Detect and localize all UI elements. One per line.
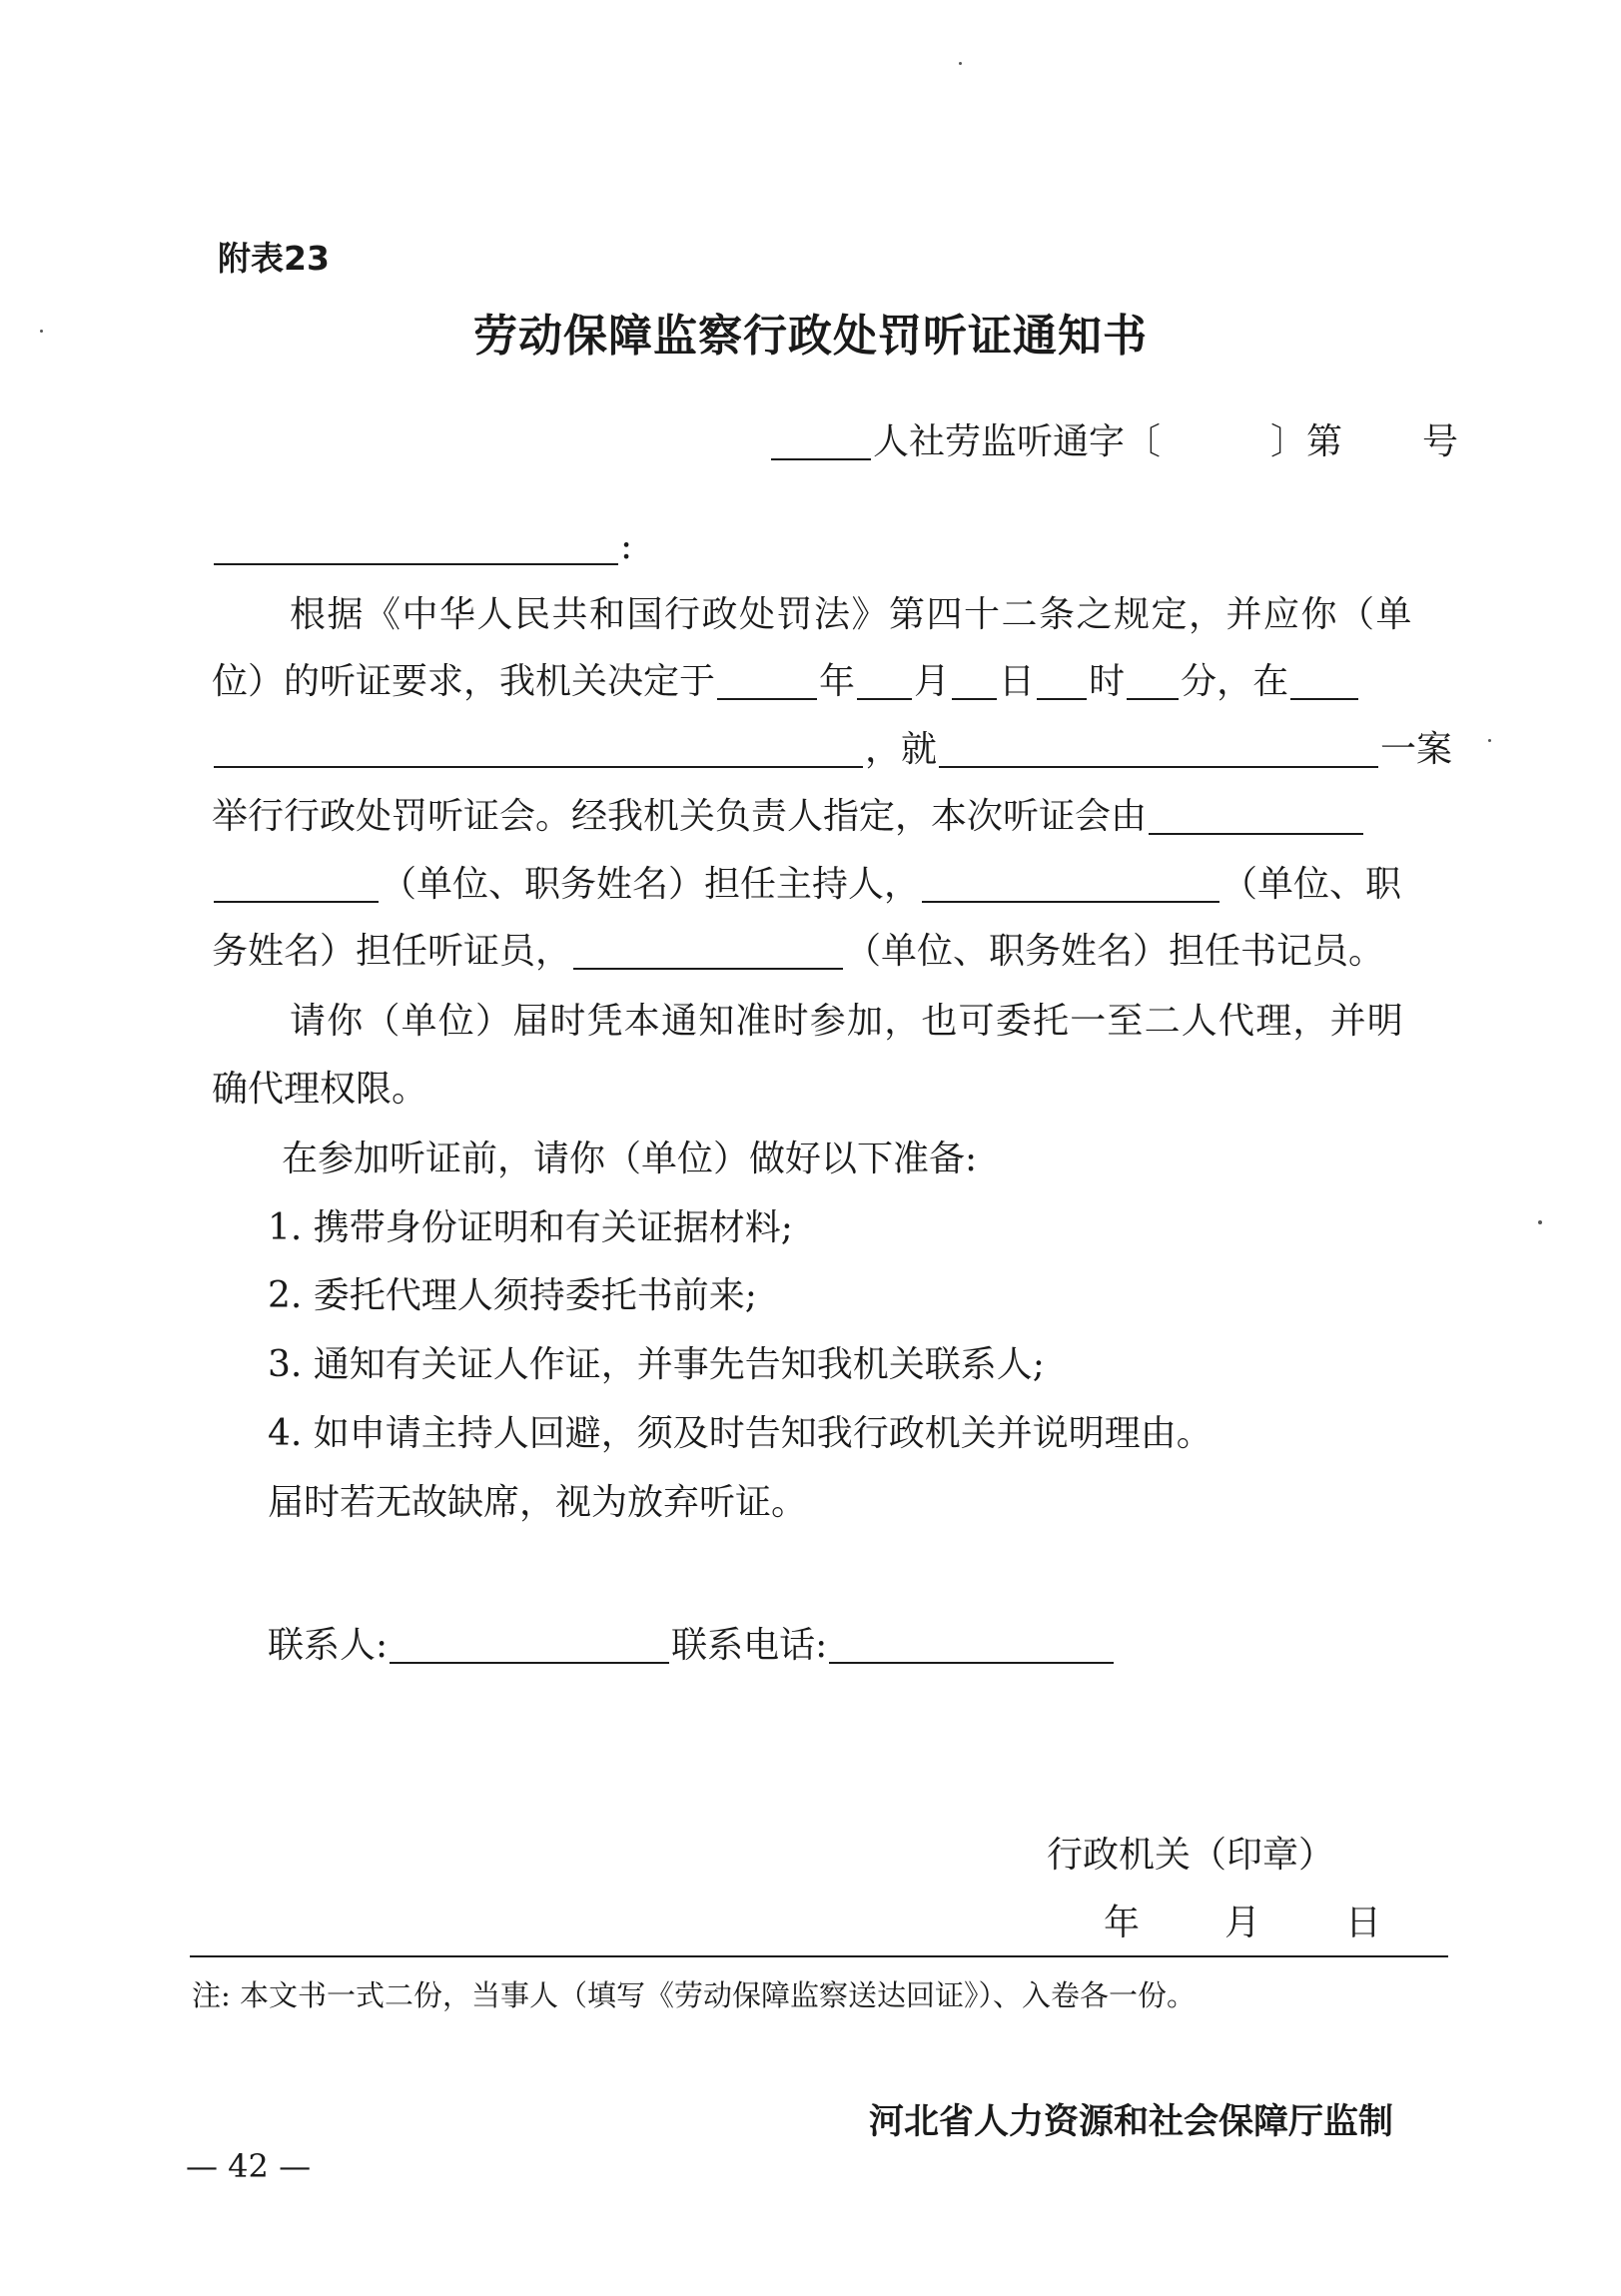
recipient-line <box>212 526 633 567</box>
scan-speck <box>1488 739 1491 742</box>
host-role-text: （单位、职务姓名）担任主持人， <box>381 864 921 905</box>
hearing-time-intro: 位）的听证要求，我机关决定于 <box>212 661 716 702</box>
doc-number-bracket-close: 〕第 <box>1270 421 1343 462</box>
minute-label: 分，在 <box>1181 661 1289 702</box>
year-blank[interactable] <box>717 664 817 700</box>
body-line-8: 确代理权限。 <box>212 1069 428 1110</box>
examiner-role-text-a: （单位、职 <box>1221 864 1402 905</box>
examiner-role-text-b: 务姓名）担任听证员， <box>212 931 572 972</box>
attachment-label: 附表23 <box>218 239 330 278</box>
issuer-blank[interactable] <box>771 424 871 460</box>
scan-speck <box>1538 1220 1542 1224</box>
clerk-blank[interactable] <box>573 934 843 970</box>
signature-year-label: 年 <box>1104 1903 1141 1943</box>
clerk-role-text: （单位、职务姓名）担任书记员。 <box>845 931 1385 972</box>
absence-notice: 届时若无故缺席，视为放弃听证。 <box>268 1482 808 1523</box>
scan-speck <box>959 62 962 65</box>
supervisor-label: 河北省人力资源和社会保障厅监制 <box>869 2102 1394 2142</box>
body-line-3 <box>212 729 1453 770</box>
body-line-4 <box>212 796 1365 837</box>
document-number-line <box>769 421 1459 462</box>
contact-person-label: 联系人: <box>268 1625 389 1666</box>
regarding-label: ，就 <box>865 729 938 770</box>
minute-blank[interactable] <box>1127 664 1179 700</box>
page-number: — 42 — <box>186 2147 312 2185</box>
body-line-5 <box>212 864 1402 905</box>
preparation-item-3: 3. 通知有关证人作证，并事先告知我机关联系人; <box>268 1344 1045 1385</box>
contact-phone-label: 联系电话: <box>671 1625 828 1666</box>
authority-seal-label: 行政机关（印章） <box>1047 1835 1335 1876</box>
contact-phone-blank[interactable] <box>829 1628 1114 1664</box>
preparation-heading: 在参加听证前，请你（单位）做好以下准备: <box>282 1139 978 1179</box>
recipient-colon: : <box>620 526 633 567</box>
hour-blank[interactable] <box>1037 664 1087 700</box>
body-line-2 <box>212 661 1360 702</box>
host-blank-1[interactable] <box>1149 799 1363 835</box>
body-line-6 <box>212 931 1385 972</box>
place-blank-2[interactable] <box>214 732 863 768</box>
signature-month-label: 月 <box>1224 1903 1261 1943</box>
page-title: 劳动保障监察行政处罚听证通知书 <box>473 311 1148 362</box>
case-label: 一案 <box>1380 729 1453 770</box>
body-line-7: 请你（单位）届时凭本通知准时参加，也可委托一至二人代理，并明 <box>290 1001 1405 1042</box>
preparation-item-2: 2. 委托代理人须持委托书前来; <box>268 1275 757 1316</box>
contact-line <box>268 1625 1116 1666</box>
month-label: 月 <box>914 661 951 702</box>
doc-number-text: 人社劳监听通字〔 <box>873 421 1162 462</box>
examiner-blank[interactable] <box>922 867 1219 903</box>
preparation-item-1: 1. 携带身份证明和有关证据材料; <box>268 1207 793 1248</box>
contact-person-blank[interactable] <box>390 1628 669 1664</box>
case-blank[interactable] <box>939 732 1378 768</box>
doc-number-suffix: 号 <box>1422 421 1459 462</box>
hearing-designation-text: 举行行政处罚听证会。经我机关负责人指定，本次听证会由 <box>212 796 1148 837</box>
signature-date <box>1104 1903 1382 1943</box>
footnote: 注: 本文书一式二份，当事人（填写《劳动保障监察送达回证》）、入卷各一份。 <box>192 1978 1196 2012</box>
body-line-1: 根据《中华人民共和国行政处罚法》第四十二条之规定，并应你（单 <box>290 594 1414 635</box>
host-blank-2[interactable] <box>214 867 379 903</box>
day-label: 日 <box>999 661 1036 702</box>
month-blank[interactable] <box>857 664 912 700</box>
hour-label: 时 <box>1089 661 1126 702</box>
year-label: 年 <box>819 661 856 702</box>
recipient-blank[interactable] <box>214 529 618 565</box>
footnote-divider <box>190 1955 1448 1957</box>
day-blank[interactable] <box>952 664 997 700</box>
preparation-item-4: 4. 如申请主持人回避，须及时告知我行政机关并说明理由。 <box>268 1413 1213 1454</box>
signature-day-label: 日 <box>1345 1903 1382 1943</box>
place-blank-1[interactable] <box>1290 664 1358 700</box>
